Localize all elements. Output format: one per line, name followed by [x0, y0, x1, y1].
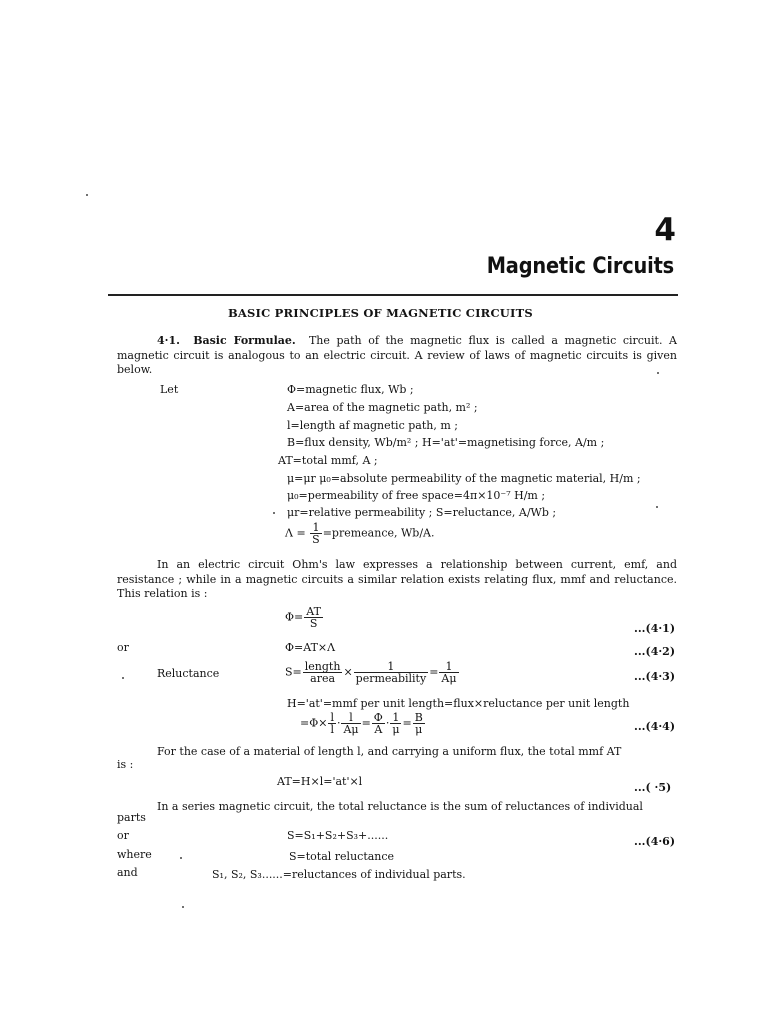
- total-reluctance-def: S=total reluctance: [289, 850, 395, 863]
- or-label-1: or: [117, 641, 129, 654]
- chapter-rule: [108, 294, 678, 296]
- intro-heading: Basic Formulae.: [193, 334, 296, 347]
- eqno-4-1: ...(4·1): [634, 622, 676, 635]
- equation-4-6: S=S₁+S₂+S₃+......: [287, 829, 389, 842]
- permeance-fraction: $\frac{1}{S}$: [312, 521, 320, 546]
- intro-number: 4·1.: [157, 334, 180, 347]
- let-label: Let: [160, 383, 179, 396]
- scan-speck: [86, 194, 88, 196]
- intro-text: The path of the magnetic flux is called a magnetic circuit. A magnetic circuit is analogous to an electric circuit. A review of laws of magnetic circuits is given below.: [117, 334, 678, 376]
- scan-speck: [656, 506, 658, 508]
- equation-4-3: S= $\frac{\text{length}}{\text{area}}$ × $\frac{1}{\text{permeability}}$ = $\frac{1}{A\mu}$: [285, 660, 457, 685]
- eqno-4-3: ...(4·3): [634, 670, 676, 683]
- def-permeability: μ=μr μ₀=absolute permeability of the magnetic material, H/m ;: [287, 472, 641, 485]
- and-label: and: [117, 866, 138, 879]
- is-label: is :: [117, 758, 134, 771]
- eqno-4-5: ...( ·5): [634, 781, 672, 794]
- intro-paragraph: [117, 334, 677, 378]
- def-length: l=length af magnetic path, m ;: [287, 419, 458, 432]
- uniform-flux-text: For the case of a material of length l, and carrying a uniform flux, the total mmf AT: [157, 745, 622, 758]
- scan-speck: [122, 677, 124, 679]
- def-relative: μr=relative permeability ; S=reluctance, A/Wb ;: [287, 506, 557, 519]
- equation-4-5: AT=H×l='at'×l: [277, 775, 363, 788]
- eqno-4-2: ...(4·2): [634, 645, 676, 658]
- series-circuit-text: In a series magnetic circuit, the total reluctance is the sum of reluctances of individual: [157, 800, 643, 813]
- def-mmf: AT=total mmf, A ;: [278, 454, 378, 467]
- def-permeance: Λ = $\frac{1}{S}$ =premeance, Wb/A.: [285, 521, 435, 546]
- scan-speck: [180, 857, 182, 859]
- scan-speck: [657, 372, 659, 374]
- equation-4-4-line1: H='at'=mmf per unit length=flux×reluctance per unit length: [287, 697, 630, 710]
- def-area: A=area of the magnetic path, m² ;: [287, 401, 478, 414]
- def-flux: Φ=magnetic flux, Wb ;: [287, 383, 414, 396]
- eqno-4-6: ...(4·6): [634, 835, 676, 848]
- where-label: where: [117, 848, 152, 861]
- parts-label: parts: [117, 811, 146, 824]
- chapter-number: 4: [654, 212, 676, 248]
- def-flux-density: B=flux density, Wb/m² ; H='at'=magnetising force, A/m ;: [287, 436, 605, 449]
- def-free-space: μ₀=permeability of free space=4π×10⁻⁷ H/m ;: [287, 489, 546, 502]
- scan-speck: [182, 906, 184, 908]
- section-heading: BASIC PRINCIPLES OF MAGNETIC CIRCUITS: [228, 306, 533, 320]
- chapter-title: Magnetic Circuits: [486, 254, 674, 279]
- equation-4-2: Φ=AT×Λ: [285, 641, 336, 654]
- equation-4-1: Φ= $\frac{AT}{S}$: [285, 605, 321, 630]
- scan-speck: [273, 512, 275, 514]
- eqno-4-4: ...(4·4): [634, 720, 676, 733]
- individual-reluctances-def: S₁, S₂, S₃......=reluctances of individual parts.: [212, 868, 466, 881]
- ohms-law-paragraph: In an electric circuit Ohm's law expresses a relationship between current, emf, and resistance ; while in a magnetic circuits a similar relation exists relating flux, mmf and reluctance. This relation is :: [117, 558, 677, 600]
- or-label-2: or: [117, 829, 129, 842]
- equation-4-4-line2: =Φ× $\frac{l}{l}$ · $\frac{l}{A\mu}$ = $\frac{\Phi}{A}$ · $\frac{1}{\mu}$ = $\frac{B}{\mu}$: [300, 711, 423, 736]
- reluctance-label: Reluctance: [157, 667, 220, 680]
